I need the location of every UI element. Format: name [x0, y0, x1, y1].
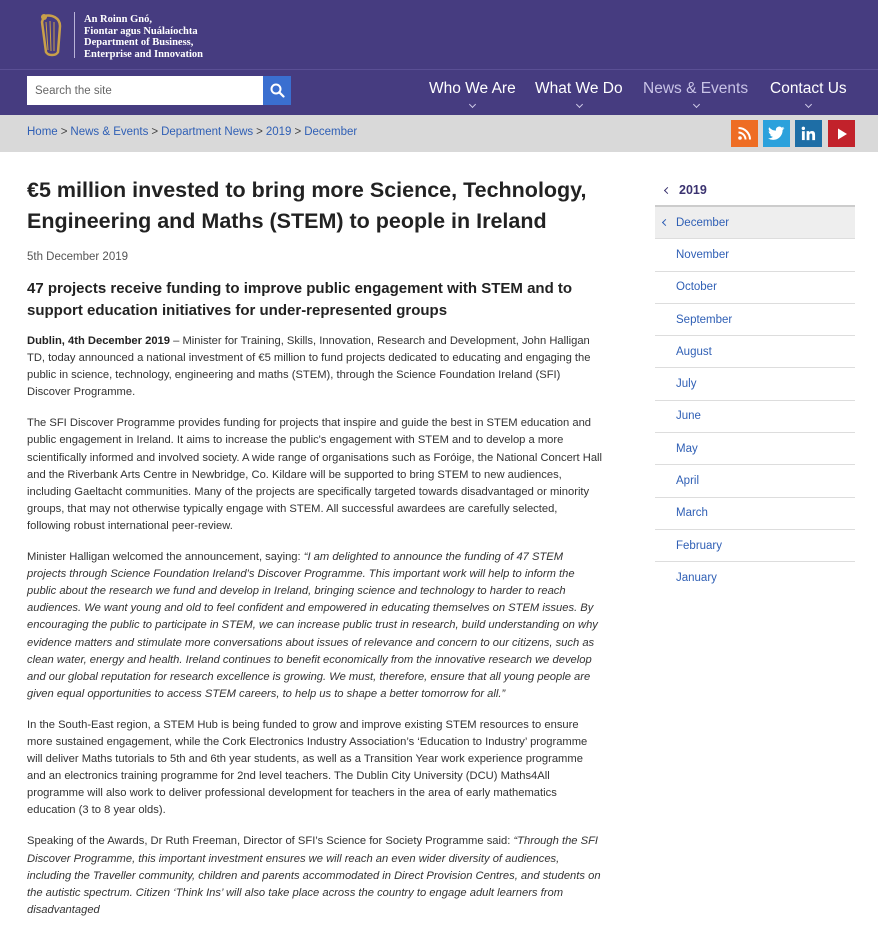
twitter-icon: [768, 126, 785, 141]
article-date: 5th December 2019: [27, 251, 129, 263]
archive-month-label: January: [676, 572, 717, 585]
archive-month-label: March: [676, 507, 708, 520]
department-logo[interactable]: [38, 12, 208, 62]
archive-year-label: 2019: [679, 183, 707, 197]
archive-month-label: April: [676, 475, 700, 488]
archive-month-label: December: [676, 216, 730, 229]
article-subtitle: 47 projects receive funding to improve public engagement with STEM and to support education initiatives for under-represented groups: [27, 280, 573, 319]
nav-label: Who We Are: [429, 80, 516, 97]
archive-month-february[interactable]: [655, 530, 855, 562]
article-paragraph: The SFI Discover Programme provides funding for projects that inspire and guide the best in STEM education and public engagement in Ireland. It aims to increase the public's engagement with STEM and to develop a more scientifically informed and involved society. A wide range of organisations such as Foróige, the National Concert Hall and the Riverbank Arts Centre in Newbridge, Co. Kildare will be supported to bring STEM to new audiences, including Gaeltacht communities. Many of the projects are specifically targeted towards disadvantaged or minority groups, that may not otherwise typically engage with STEM. All successful awardees are carefully selected, following robust international peer-review.: [27, 417, 603, 532]
chevron-down-icon: [693, 101, 700, 108]
archive-month-may[interactable]: [655, 433, 855, 465]
breadcrumb: [27, 126, 357, 138]
nav-label: Contact Us: [770, 80, 847, 97]
rss-button[interactable]: [731, 120, 758, 147]
header-divider: [0, 69, 878, 70]
dateline: Dublin, 4th December 2019: [27, 335, 171, 347]
archive-month-august[interactable]: [655, 336, 855, 368]
archive-month-label: July: [676, 378, 697, 391]
archive-month-label: November: [676, 248, 730, 261]
article-paragraph: [27, 549, 602, 703]
breadcrumb-news-events[interactable]: News & Events: [70, 126, 149, 138]
logo-line: Fiontar agus Nuálaíochta: [84, 25, 198, 37]
archive-year[interactable]: [655, 175, 855, 207]
archive-month-november[interactable]: [655, 239, 855, 271]
chevron-left-icon: [662, 219, 669, 226]
archive-month-june[interactable]: [655, 401, 855, 433]
chevron-left-icon: [664, 186, 671, 193]
article-paragraph: [27, 333, 602, 401]
breadcrumb-separator: >: [256, 126, 263, 138]
logo-line: Department of Business,: [84, 37, 194, 48]
archive-month-label: September: [676, 313, 733, 326]
twitter-button[interactable]: [763, 120, 790, 147]
logo-line: Enterprise and Innovation: [84, 48, 204, 60]
nav-contact-us[interactable]: [770, 80, 847, 98]
linkedin-button[interactable]: [795, 120, 822, 147]
breadcrumb-department-news[interactable]: Department News: [161, 126, 254, 138]
paragraph-text: Minister Halligan welcomed the announcement, saying:: [27, 551, 304, 564]
archive-month-label: August: [676, 345, 712, 358]
harp-icon: [38, 12, 64, 58]
page-title: €5 million invested to bring more Science, Technology, Engineering and Maths (STEM) to people in Ireland: [27, 178, 587, 233]
nav-label: What We Do: [535, 80, 623, 97]
article: [27, 175, 602, 919]
youtube-button[interactable]: [828, 120, 855, 147]
breadcrumb-december[interactable]: December: [304, 126, 358, 138]
breadcrumb-bar: [0, 115, 878, 152]
breadcrumb-home[interactable]: Home: [27, 126, 58, 138]
paragraph-text: – Minister for Training, Skills, Innovation, Research and Development, John Halligan TD, today announced a national investment of €5 million to fund projects dedicated to educating and engaging the public in science, technology, engineering and maths (STEM), through the Science Foundation Ireland (SFI) Discover Programme.: [27, 335, 591, 399]
archive-month-label: May: [676, 442, 698, 455]
nav-what-we-do[interactable]: [535, 80, 623, 98]
chevron-down-icon: [576, 101, 583, 108]
rss-icon: [737, 126, 752, 141]
breadcrumb-separator: >: [294, 126, 302, 138]
nav-label: News & Events: [643, 80, 749, 97]
chevron-down-icon: [805, 101, 812, 108]
archive-month-label: February: [676, 539, 723, 552]
archive-month-december[interactable]: [655, 207, 855, 239]
quote-text: “Through the SFI Discover Programme, this important investment ensures we will reach an even wider diversity of audiences, including the Traveller community, children and parents accommodated in Direct Provision Centres, and students on the autistic spectrum. Citizen ‘Think Ins’ will also take place across the country to engage adult learners from disadvantaged: [27, 835, 601, 916]
archive-month-label: October: [676, 281, 717, 294]
archive-month-october[interactable]: [655, 272, 855, 304]
archive-month-list: [655, 207, 855, 595]
paragraph-text: Speaking of the Awards, Dr Ruth Freeman, Director of SFI’s Science for Society Programme said:: [27, 835, 514, 848]
linkedin-icon: [801, 126, 816, 141]
youtube-play-icon: [835, 127, 849, 141]
article-paragraph: In the South-East region, a STEM Hub is being funded to grow and improve existing STEM resources to ensure more sustained engagement, while the Cork Electronics Industry Association’s ‘Education to Industry’ programme will deliver Maths tutorials to 5th and 6th year students, as well as a Transition Year work experience programme and an electronics training programme for 2nd level teachers. The Dublin City University (DCU) Maths4All programme will also work to deliver professional development for teachers in the area of early mathematics education (3 to 8 year olds).: [27, 718, 588, 817]
archive-month-january[interactable]: [655, 562, 855, 594]
breadcrumb-separator: >: [151, 126, 159, 138]
nav-news-events[interactable]: [643, 80, 748, 98]
main-nav: [0, 80, 878, 110]
archive-month-april[interactable]: [655, 465, 855, 497]
archive-month-september[interactable]: [655, 304, 855, 336]
archive-sidebar: [655, 175, 855, 595]
breadcrumb-2019[interactable]: 2019: [265, 126, 292, 138]
chevron-down-icon: [469, 101, 476, 108]
archive-month-label: June: [676, 410, 701, 423]
nav-who-we-are[interactable]: [429, 80, 516, 98]
quote-text: “I am delighted to announce the funding of 47 STEM projects through Science Foundation Ireland’s Discover Programme. This important work will help to inform the public about the research we fund and develop in Ireland, bringing science and technology to harder to reach audiences. We want young and old to feel confident and empowered in educating themselves on STEM issues. By encouraging the public to participate in STEM, we can increase public trust in research, build understanding on why evidence matters and stimulate more conversations about issues of relevance and concern to our citizens, such as clean water, energy and health. Ireland continues to benefit economically from the innovative research we develop and our global reputation for research excellence is growing. We must, therefore, ensure that all young people are given equal opportunities to access STEM careers, to help us to shape a better tomorrow for all.”: [27, 551, 598, 700]
site-header: [0, 0, 878, 115]
logo-line: An Roinn Gnó,: [84, 14, 152, 25]
archive-month-march[interactable]: [655, 498, 855, 530]
logo-divider: [74, 12, 75, 58]
breadcrumb-separator: >: [60, 126, 68, 138]
logo-text: [84, 12, 203, 62]
article-paragraph: [27, 833, 602, 918]
archive-month-july[interactable]: [655, 368, 855, 400]
